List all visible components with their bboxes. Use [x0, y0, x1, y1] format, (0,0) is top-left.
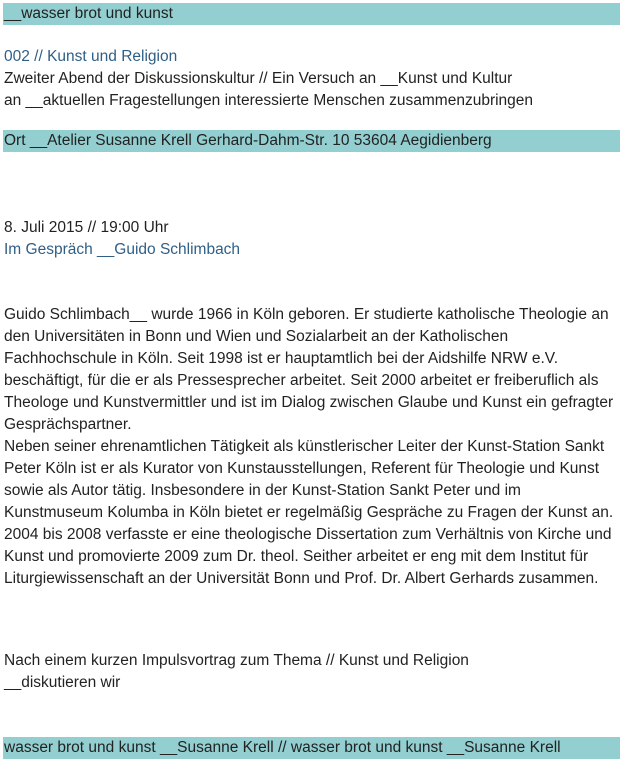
biography — [4, 304, 622, 590]
location-band: Ort __Atelier Susanne Krell Gerhard-Dahm-Str. 10 53604 Aegidienberg — [3, 130, 620, 152]
header-band: __wasser brot und kunst — [3, 3, 620, 25]
intro-line-1: Zweiter Abend der Diskussionskultur // Ein Versuch an __Kunst und Kultur — [4, 70, 513, 87]
event-heading: 002 // Kunst und Religion — [4, 48, 178, 65]
closing-line-2: __diskutieren wir — [4, 674, 121, 691]
closing-line-1: Nach einem kurzen Impulsvortrag zum Thema // Kunst und Religion — [4, 652, 469, 669]
footer-band: wasser brot und kunst __Susanne Krell // wasser brot und kunst __Susanne Krell — [3, 737, 620, 759]
bio-paragraph-1: Guido Schlimbach__ wurde 1966 in Köln geboren. Er studierte katholische Theologie an den Universitäten in Bonn und Wien und Sozialarbeit an der Katholischen Fachhochschule in Köln. Seit 1998 ist er hauptamtlich bei der Aidshilfe NRW e.V. beschäftigt, für die er als Pressesprecher arbeitet. Seit 2000 arbeitet er freiberuflich als Theologe und Kunstvermittler und ist im Dialog zwischen Glaube und Kunst ein gefragter Gesprächspartner. — [4, 306, 614, 433]
guest-line: Im Gespräch __Guido Schlimbach — [4, 241, 241, 258]
bio-paragraph-2: Neben seiner ehrenamtlichen Tätigkeit als künstlerischer Leiter der Kunst-Station Sankt Peter Köln ist er als Kurator von Kunstausstellungen, Referent für Theologie und Kunst sowie als Autor tätig. Insbesondere in der Kunst-Station Sankt Peter und im Kunstmuseum Kolumba in Köln bietet er regelmäßig Gespräche zu Fragen der Kunst an. 2004 bis 2008 verfasste er eine theologische Dissertation zum Verhältnis von Kirche und Kunst und promovierte 2009 zum Dr. theol. Seither arbeitet er eng mit dem Institut für Liturgiewissenschaft an der Universität Bonn und Prof. Dr. Albert Gerhards zusammen. — [4, 438, 614, 587]
date-line: 8. Juli 2015 // 19:00 Uhr — [4, 219, 169, 236]
intro-line-2: an __aktuellen Fragestellungen interessierte Menschen zusammenzubringen — [4, 92, 534, 109]
